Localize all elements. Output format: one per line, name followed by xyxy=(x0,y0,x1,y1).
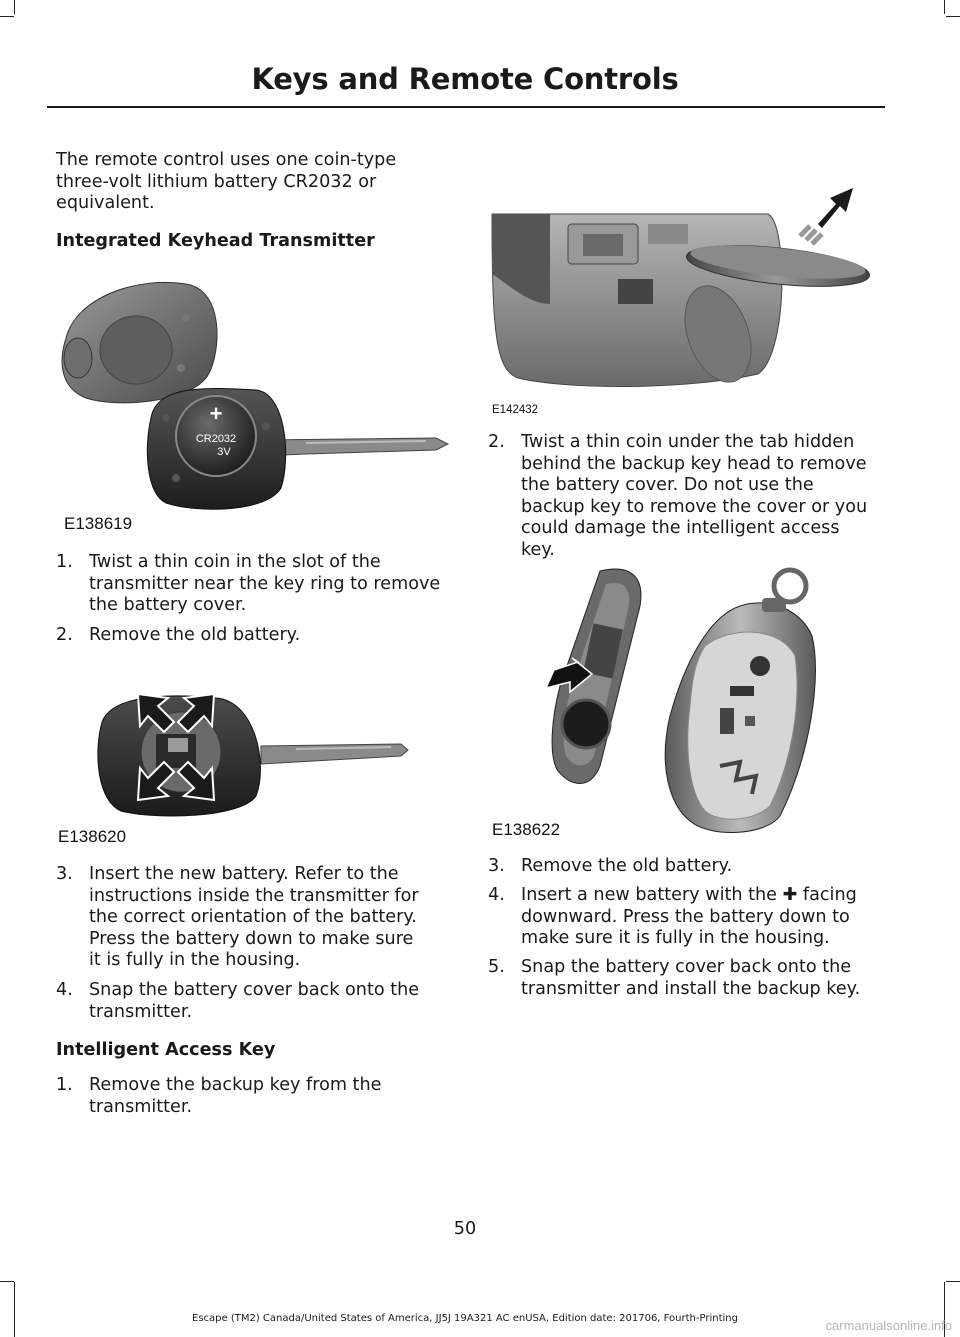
step-line: Insert the new battery. Refer to the xyxy=(89,864,399,884)
step-number: 4. xyxy=(56,980,73,1000)
battery-plus-label: + xyxy=(209,401,223,426)
step-line: the battery cover. xyxy=(89,595,247,615)
battery-model-label: CR2032 xyxy=(195,433,237,445)
step-number: 2. xyxy=(56,625,73,645)
step-number: 4. xyxy=(488,885,505,905)
step-line: transmitter near the key ring to remove xyxy=(89,573,441,594)
figure-code-e142432: E142432 xyxy=(492,404,539,416)
step-line: downward. Press the battery down to xyxy=(521,906,850,927)
step-line: Remove the backup key from the xyxy=(89,1075,382,1095)
figure-code-e138622: E138622 xyxy=(492,820,561,839)
cover-button xyxy=(64,338,92,378)
page-number: 50 xyxy=(453,1219,477,1239)
step-line: backup key to remove the cover or you xyxy=(521,496,868,517)
arrow-icon xyxy=(800,188,853,244)
key-ring-loop xyxy=(774,570,806,602)
step-number: 1. xyxy=(56,552,73,572)
crop-mark-top-left-h xyxy=(0,16,14,17)
step-line: could damage the intelligent access xyxy=(521,518,840,538)
step-line: key. xyxy=(521,539,555,560)
figure-keyhead-battery-removal xyxy=(56,686,416,826)
crop-mark-top-right-h xyxy=(946,16,960,17)
step-line: Insert a new battery with the ✚ facing xyxy=(521,885,857,905)
battery-voltage-label: 3V xyxy=(217,446,231,458)
heading-keyhead: Integrated Keyhead Transmitter xyxy=(56,231,375,251)
battery xyxy=(562,700,610,748)
step-number: 1. xyxy=(56,1075,73,1095)
step-number: 5. xyxy=(488,957,505,977)
step-number: 3. xyxy=(56,864,73,884)
figure-code-e138619: E138619 xyxy=(64,514,133,533)
figure-code-e138620: E138620 xyxy=(58,827,127,846)
step-line: transmitter. xyxy=(89,1001,193,1022)
crop-mark-top-left xyxy=(14,0,27,14)
page-title: Keys and Remote Controls xyxy=(251,62,679,96)
step-line: transmitter. xyxy=(89,1096,193,1117)
step-line: Remove the old battery. xyxy=(521,856,733,876)
step-line: the correct orientation of the battery. xyxy=(89,907,417,927)
step-line: behind the backup key head to remove xyxy=(521,453,867,474)
footer-edition: Escape (TM2) Canada/United States of America, JJ5J 19A321 AC enUSA, Edition date: 201706, Fourth-Printing xyxy=(192,1313,738,1324)
step-line: make sure it is fully in the housing. xyxy=(521,928,830,948)
cover-inner-circle xyxy=(100,316,172,384)
step-line: it is fully in the housing. xyxy=(89,950,301,970)
step-line: Snap the battery cover back onto the xyxy=(521,957,852,977)
figure-coin-under-tab xyxy=(488,184,888,394)
step-line: Snap the battery cover back onto the xyxy=(89,980,420,1000)
intro-paragraph: The remote control uses one coin-type three-volt lithium battery CR2032 or equivalent. xyxy=(56,150,397,213)
watermark: carmanualsonline.info xyxy=(825,1318,952,1333)
crop-mark-top-right xyxy=(944,0,957,14)
figure-keyhead-transmitter xyxy=(56,278,456,528)
crop-mark-bottom-left xyxy=(14,1282,15,1337)
step-line: the battery cover. Do not use the xyxy=(521,475,814,495)
step-number: 3. xyxy=(488,856,505,876)
heading-intelligent-access: Intelligent Access Key xyxy=(56,1040,276,1060)
crop-mark-bottom-right-h xyxy=(946,1281,960,1282)
header-rule xyxy=(47,106,885,108)
step-line: Remove the old battery. xyxy=(89,625,301,645)
step-line: Twist a thin coin in the slot of the xyxy=(89,552,381,572)
step-line: transmitter and install the backup key. xyxy=(521,978,861,999)
step-line: Press the battery down to make sure xyxy=(89,928,414,949)
crop-mark-bottom-left-h xyxy=(0,1281,14,1282)
step-number: 2. xyxy=(488,432,505,452)
figure-intelligent-key-open xyxy=(540,566,840,836)
step-line: Twist a thin coin under the tab hidden xyxy=(521,432,855,452)
step-line: instructions inside the transmitter for xyxy=(89,885,419,906)
